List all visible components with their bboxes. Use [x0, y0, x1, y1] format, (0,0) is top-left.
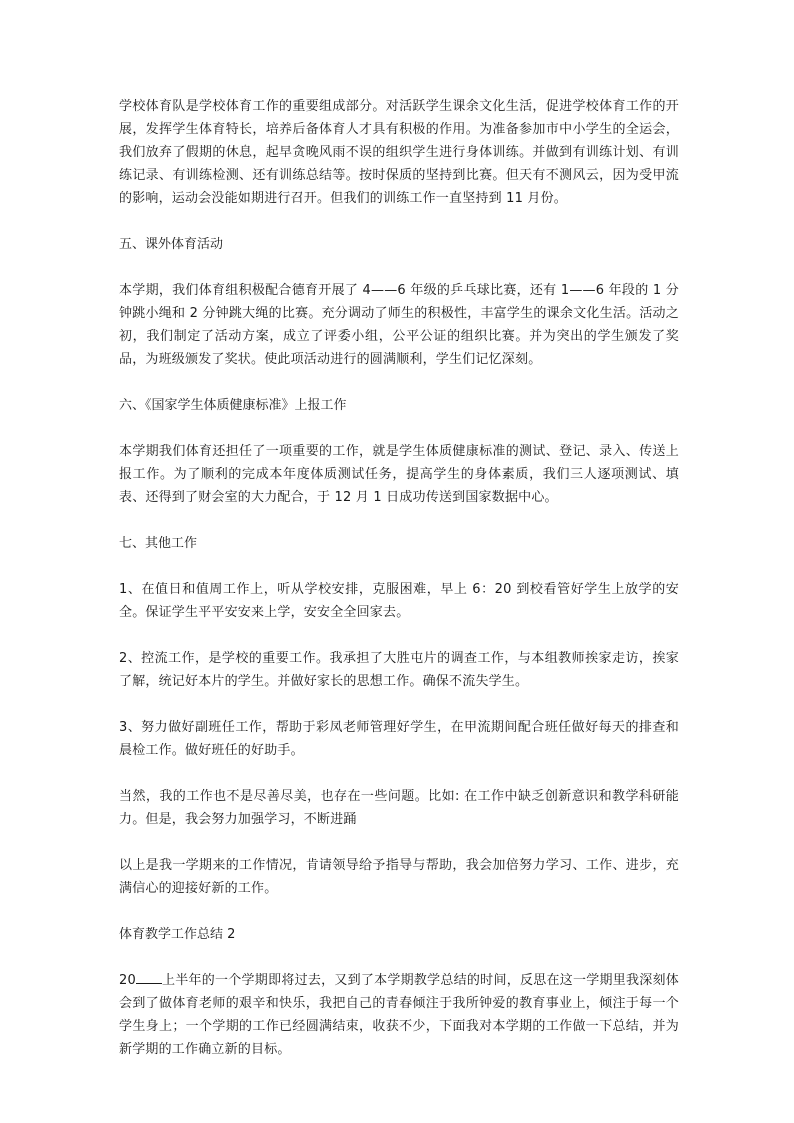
- paragraph-extracurricular: 本学期，我们体育组积极配合德育开展了 4——6 年级的乒乓球比赛，还有 1——6 年段的 1 分钟跳小绳和 2 分钟跳大绳的比赛。充分调动了师生的积极性，丰富学生的课余文化生活。活动之初，我们制定了活动方案，成立了评委小组，公平公证的组织比赛。并为突出的学生颁发了奖品，为班级颁发了奖状。使此项活动进行的圆满顺利，学生们记忆深刻。: [119, 283, 679, 367]
- summary-2-text: 上半年的一个学期即将过去，又到了本学期教学总结的时间，反思在这一学期里我深刻体会到了做体育老师的艰辛和快乐，我把自己的青春倾注于我所钟爱的教育事业上，倾注于每一个学生身上；一个学期的工作已经圆满结束，收获不少，下面我对本学期的工作做一下总结，并为新学期的工作确立新的目标。: [119, 973, 679, 1057]
- paragraph-closing: 以上是我一学期来的工作情况，肯请领导给予指导与帮助，我会加倍努力学习、工作、进步，充满信心的迎接好新的工作。: [119, 858, 679, 896]
- heading-extracurricular: 五、课外体育活动: [119, 237, 224, 252]
- year-prefix: 20: [119, 973, 136, 988]
- blank-underline: [136, 969, 162, 984]
- paragraph-assistant-teacher: 3、努力做好副班任工作，帮助于彩凤老师管理好学生，在甲流期间配合班任做好每天的排查和晨检工作。做好班任的好助手。: [119, 720, 679, 758]
- paragraph-school-team: 学校体育队是学校体育工作的重要组成部分。对活跃学生课余文化生活，促进学校体育工作的开展，发挥学生体育特长，培养后备体育人才具有积极的作用。为准备参加市中小学生的全运会，我们放弃了假期的休息，起早贪晚风雨不误的组织学生进行身体训练。并做到有训练计划、有训练记录、有训练检测、还有训练总结等。按时保质的坚持到比赛。但天有不测风云，因为受甲流的影响，运动会没能如期进行召开。但我们的训练工作一直坚持到 11 月份。: [119, 99, 679, 206]
- paragraph-summary-2-intro: [119, 969, 679, 1061]
- heading-other-work: 七、其他工作: [119, 536, 198, 551]
- paragraph-dropout-control: 2、控流工作，是学校的重要工作。我承担了大胜屯片的调查工作，与本组教师挨家走访，挨家了解，统记好本片的学生。并做好家长的思想工作。确保不流失学生。: [119, 651, 679, 689]
- heading-summary-2: 体育教学工作总结 2: [119, 927, 236, 942]
- heading-health-standard: 六、《国家学生体质健康标准》上报工作: [119, 398, 347, 413]
- paragraph-duty: 1、在值日和值周工作上，听从学校安排，克服困难，早上 6：20 到校看管好学生上放学的安全。保证学生平平安安来上学，安安全全回家去。: [119, 582, 679, 620]
- paragraph-health-standard: 本学期我们体育还担任了一项重要的工作，就是学生体质健康标准的测试、登记、录入、传送上报工作。为了顺利的完成本年度体质测试任务，提高学生的身体素质，我们三人逐项测试、填表、还得到了财会室的大力配合，于 12 月 1 日成功传送到国家数据中心。: [119, 444, 679, 505]
- document-page: [119, 95, 679, 1084]
- paragraph-shortcomings: 当然，我的工作也不是尽善尽美，也存在一些问题。比如: 在工作中缺乏创新意识和教学科研能力。但是，我会努力加强学习，不断进踊: [119, 789, 679, 827]
